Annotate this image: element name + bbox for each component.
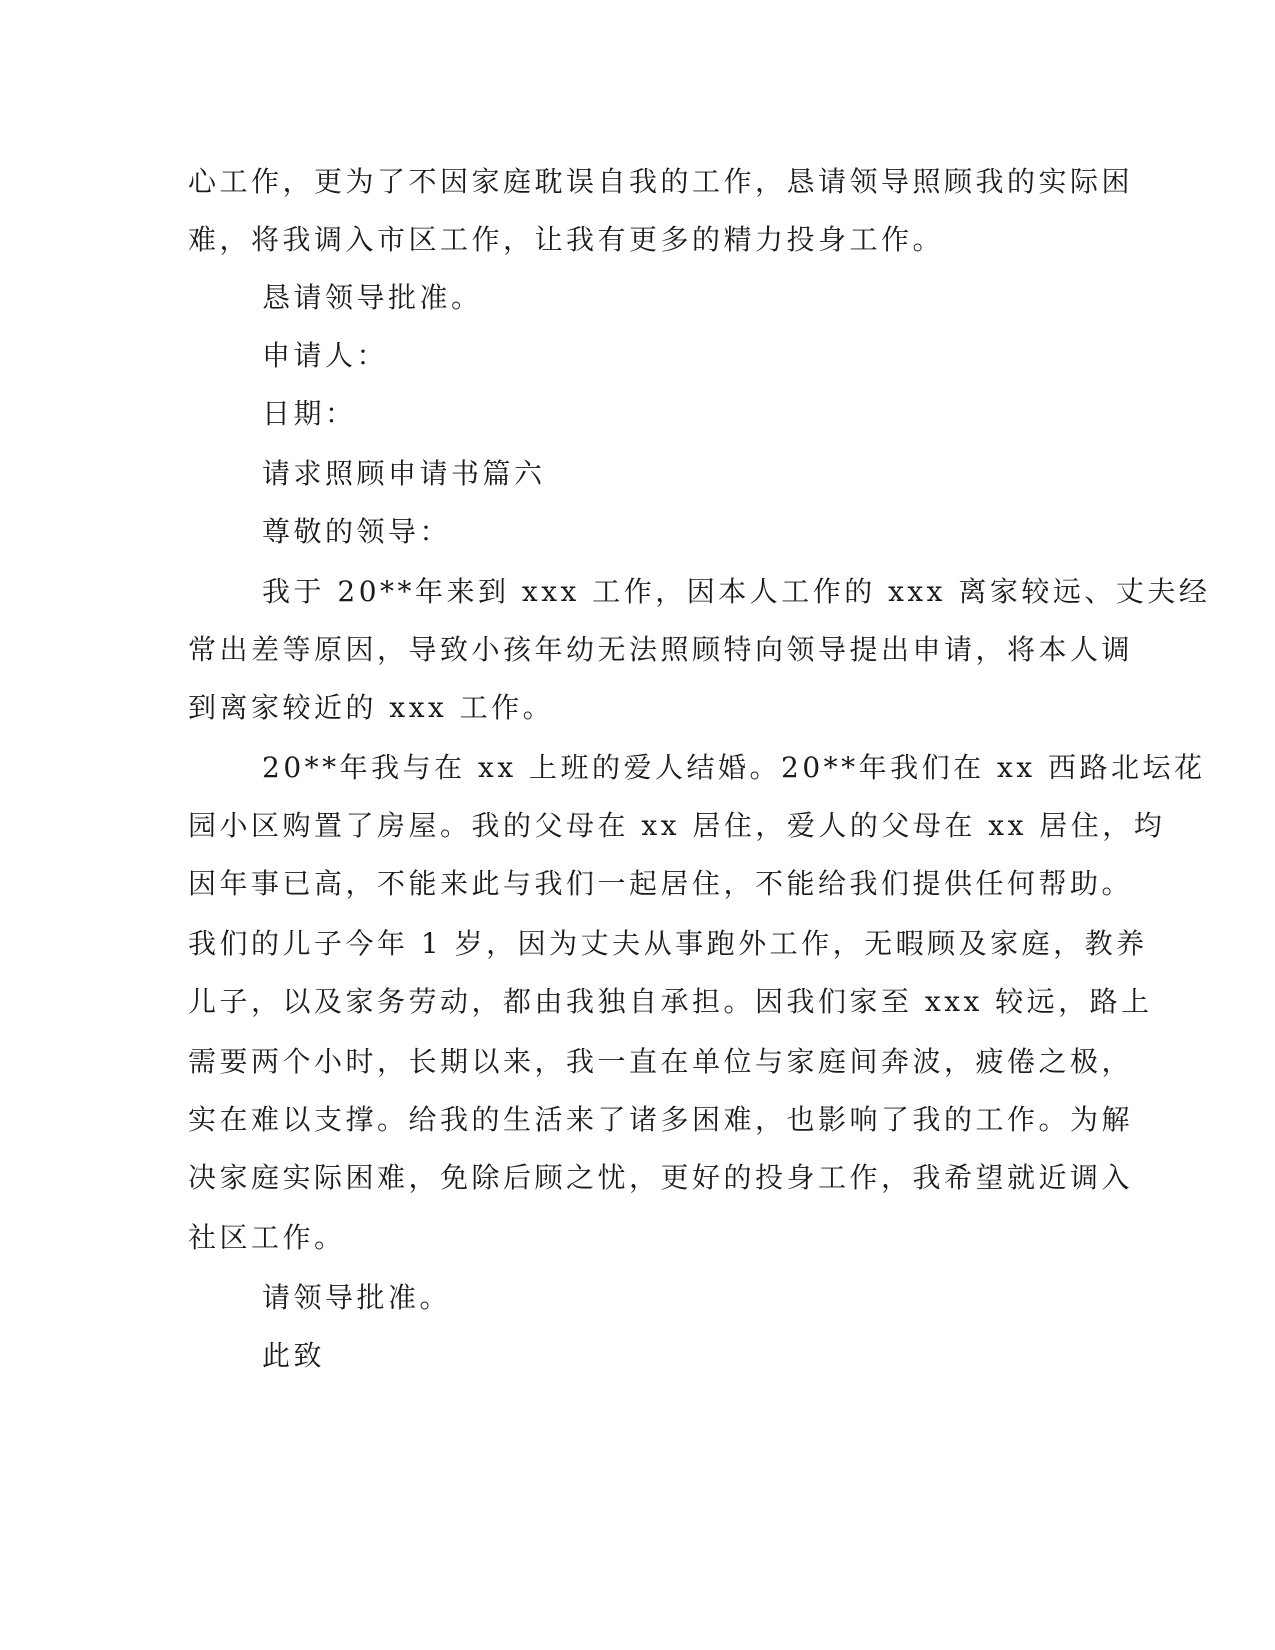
text-line: 20**年我与在 xx 上班的爱人结婚。20**年我们在 xx 西路北坛花 — [262, 751, 1206, 784]
text-line: 到离家较近的 xxx 工作。 — [188, 691, 555, 724]
text-line: 恳请领导批准。 — [262, 281, 483, 314]
salutation: 尊敬的领导： — [262, 515, 452, 548]
text-line: 决家庭实际困难，免除后顾之忧，更好的投身工作，我希望就近调入 — [188, 1161, 1134, 1194]
text-line: 申请人： — [262, 339, 389, 372]
text-line: 儿子，以及家务劳动，都由我独自承担。因我们家至 xxx 较远，路上 — [188, 985, 1153, 1018]
text-line: 难，将我调入市区工作，让我有更多的精力投身工作。 — [188, 223, 945, 256]
text-line: 我们的儿子今年 1 岁，因为丈夫从事跑外工作，无暇顾及家庭，教养 — [188, 927, 1148, 960]
section-heading: 请求照顾申请书篇六 — [262, 457, 546, 490]
text-line: 常出差等原因，导致小孩年幼无法照顾特向领导提出申请，将本人调 — [188, 633, 1134, 666]
text-line: 我于 20**年来到 xxx 工作，因本人工作的 xxx 离家较远、丈夫经 — [262, 575, 1211, 608]
text-line: 心工作，更为了不因家庭耽误自我的工作，恳请领导照顾我的实际困 — [188, 165, 1134, 198]
text-line: 社区工作。 — [188, 1221, 346, 1254]
text-line: 实在难以支撑。给我的生活来了诸多困难，也影响了我的工作。为解 — [188, 1103, 1134, 1136]
text-line: 日期： — [262, 397, 357, 430]
closing-line: 此致 — [262, 1339, 326, 1372]
text-line: 因年事已高，不能来此与我们一起居住，不能给我们提供任何帮助。 — [188, 867, 1134, 900]
text-line: 园小区购置了房屋。我的父母在 xx 居住，爱人的父母在 xx 居住，均 — [188, 809, 1166, 842]
text-line: 请领导批准。 — [262, 1281, 452, 1314]
text-line: 需要两个小时，长期以来，我一直在单位与家庭间奔波，疲倦之极， — [188, 1045, 1134, 1078]
